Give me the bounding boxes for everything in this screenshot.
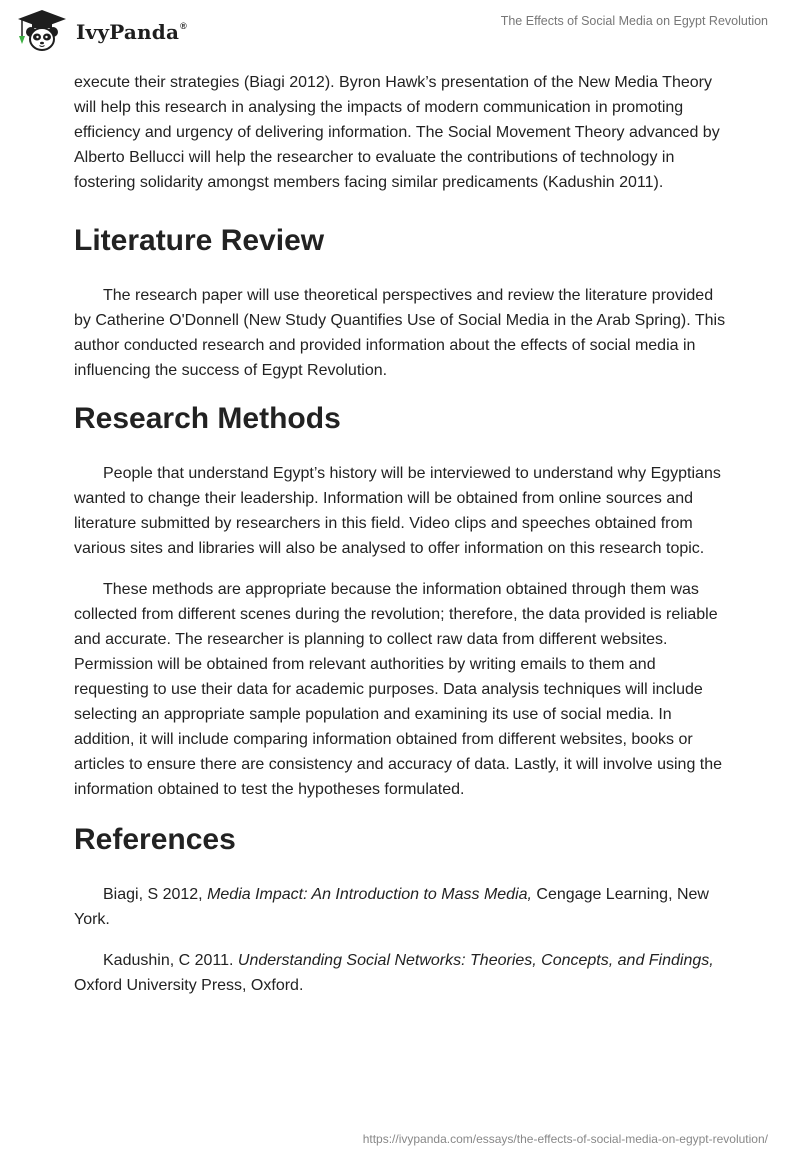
research-methods-paragraph-1: People that understand Egypt’s history will be interviewed to understand why Egyptians wanted to change their leadership. Information will be obtained from online sources and literature submitted by researchers in this field. Video clips and speeches obtained from various sites and libraries will also be analysed to offer information on this research topic. bbox=[74, 465, 721, 557]
brand-name: IvyPanda® bbox=[76, 20, 187, 44]
essay-content bbox=[74, 70, 734, 1014]
document-title: The Effects of Social Media on Egypt Revolution bbox=[500, 14, 768, 28]
source-url[interactable]: https://ivypanda.com/essays/the-effects-of-social-media-on-egypt-revolution/ bbox=[362, 1132, 768, 1146]
reference-item: Kadushin, C 2011. Understanding Social Networks: Theories, Concepts, and Findings, Oxford University Press, Oxford. bbox=[74, 952, 714, 994]
page-header bbox=[0, 0, 800, 70]
ivypanda-logo[interactable] bbox=[14, 8, 187, 52]
research-methods-heading: Research Methods bbox=[74, 402, 341, 435]
literature-review-paragraph: The research paper will use theoretical perspectives and review the literature provided by Catherine O'Donnell (New Study Quantifies Use of Social Media in the Arab Spring). This author conducted research and provided information about the effects of social media in influencing the success of Egypt Revolution. bbox=[74, 287, 726, 379]
reference-title: Understanding Social Networks: Theories, Concepts, and Findings, bbox=[237, 952, 714, 969]
panda-graduation-icon bbox=[14, 8, 70, 52]
reference-item: Biagi, S 2012, Media Impact: An Introduction to Mass Media, Cengage Learning, New York. bbox=[74, 886, 709, 928]
research-methods-paragraph-2: These methods are appropriate because the information obtained through them was collected from different scenes during the revolution; therefore, the data provided is reliable and accurate. The researcher is planning to collect raw data from different websites. Permission will be obtained from relevant authorities by writing emails to them and requesting to use their data for academic purposes. Data analysis techniques will include selecting an appropriate sample population and examining its use of social media. In addition, it will include comparing information obtained from different websites, books or articles to ensure there are consistency and accuracy of data. Lastly, it will involve using the information obtained to test the hypotheses formulated. bbox=[74, 581, 723, 798]
literature-review-heading: Literature Review bbox=[74, 224, 325, 257]
intro-paragraph: execute their strategies (Biagi 2012). Byron Hawk’s presentation of the New Media Theory will help this research in analysing the impacts of modern communication in promoting efficiency and urgency of delivering information. The Social Movement Theory advanced by Alberto Bellucci will help the researcher to evaluate the contributions of technology in fostering solidarity amongst members facing similar predicaments (Kadushin 2011). bbox=[74, 74, 720, 191]
references-heading: References bbox=[74, 823, 236, 856]
reference-title: Media Impact: An Introduction to Mass Media, bbox=[207, 886, 532, 903]
registered-mark: ® bbox=[180, 21, 187, 31]
